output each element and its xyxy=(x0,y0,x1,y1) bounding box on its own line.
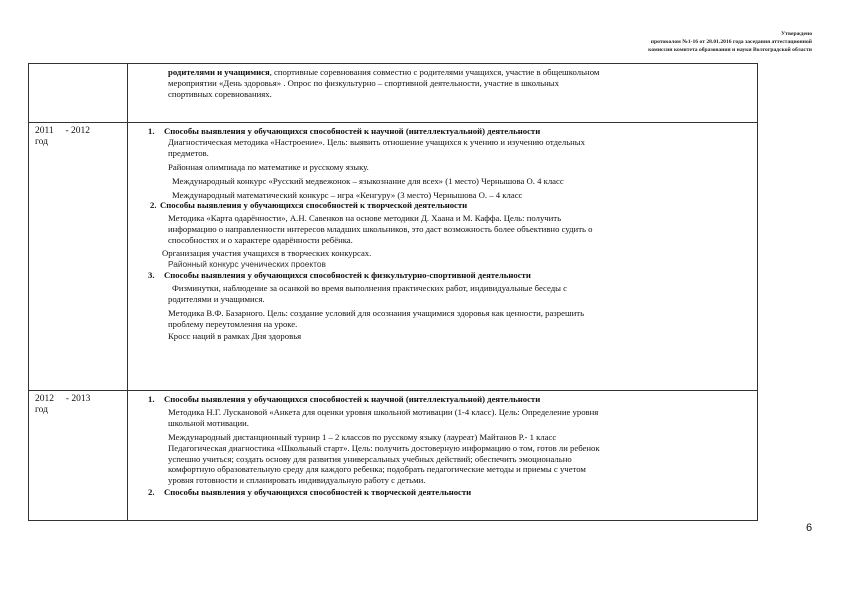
section-heading: 1. Способы выявления у обучающихся способностей к научной (интеллектуальной) деятельности xyxy=(148,394,541,404)
section-heading: 3. Способы выявления у обучающихся способностей к физкультурно-спортивной деятельности xyxy=(148,269,531,280)
text-line: Международный конкурс «Русский медвежонок – языкознание для всех» (1 место) Чернышова О. 4 класс xyxy=(172,175,564,186)
text-line: Физминутки, наблюдение за осанкой во время выполнения практических работ, индивидуальные беседы с xyxy=(172,282,568,293)
content-cell xyxy=(128,391,758,521)
content-cell xyxy=(128,123,758,391)
text-line xyxy=(128,67,757,78)
text-line: Педагогическая диагностика «Школьный старт». Цель: получить достоверную информацию о том, готов ли ребенок xyxy=(168,442,600,453)
year-suffix: год xyxy=(35,137,48,147)
text-line: успешно учиться; создать основу для развития универсальных учебных действий; обеспечить эмоционально xyxy=(168,453,572,464)
text-line: родителями и учащимися. xyxy=(168,293,265,304)
approval-header xyxy=(492,30,812,54)
text-rest: , спортивные соревнования совместно с родителями учащихся, участие в общешкольном xyxy=(269,67,600,77)
text-line: способностях и о характере одарённости ребёнка. xyxy=(168,235,353,246)
text-line: Международный дистанционный турнир 1 – 2 классов по русскому языку (лауреат) Майтанов Р.- 1 класс xyxy=(168,431,557,442)
text-line: спортивных соревнованиях. xyxy=(168,88,272,99)
year-cell xyxy=(29,391,128,521)
approval-line-3: комиссии комитета образования и науки Волгоградской области xyxy=(648,47,812,53)
section-heading: 1. Способы выявления у обучающихся способностей к научной (интеллектуальной) деятельности xyxy=(148,126,541,136)
year-cell xyxy=(29,64,128,123)
text-line: Диагностическая методика «Настроение». Цель: выявить отношение учащихся к учению и изучению отдельных xyxy=(168,136,585,147)
text-line: информацию о направленности интересов младших школьников, это даст возможность более объективно судить о xyxy=(168,224,593,235)
text-line: Кросс наций в рамках Дня здоровья xyxy=(168,331,302,342)
year-suffix: год xyxy=(35,405,48,415)
text-line: Методика Н.Г. Лускановой «Анкета для оценки уровня школьной мотивации (1-4 класс). Цель: Определение уровня xyxy=(168,406,599,417)
text-line: Районный конкурс ученических проектов xyxy=(168,258,326,269)
table-row xyxy=(29,123,758,391)
text-line: комфортную образовательную среду для каждого ребенка; подобрать педагогические методы и приемы с учетом xyxy=(168,464,586,475)
activity-table xyxy=(28,63,758,521)
text-line: Методика В.Ф. Базарного. Цель: создание условий для осознания учащимися здоровья как ценности, разрешить xyxy=(168,307,585,318)
text-line: проблему переутомления на уроке. xyxy=(168,318,298,329)
text-line: Международный математический конкурс – игра «Кенгуру» (3 место) Чернышова О. – 4 класс xyxy=(172,189,523,200)
section-heading: 2. Способы выявления у обучающихся способностей к творческой деятельности xyxy=(150,200,468,211)
approval-line-2: протоколом №1-16 от 28.01.2016 года заседания аттестационной xyxy=(650,39,812,45)
text-line: Районная олимпиада по математике и русскому языку. xyxy=(168,161,369,172)
year-range: 2012 - 2013 xyxy=(35,394,91,404)
text-line: уровня готовности и спланировать индивидуальную работу с детьми. xyxy=(168,475,426,486)
text-bold-lead: родителями и учащимися xyxy=(168,67,270,77)
year-range: 2011 - 2012 xyxy=(35,126,91,136)
page-number: 6 xyxy=(806,522,813,534)
text-line: Организация участия учащихся в творческих конкурсах. xyxy=(162,248,372,259)
table-row xyxy=(29,64,758,123)
table-row xyxy=(29,391,758,521)
year-cell xyxy=(29,123,128,391)
section-heading: 2. Способы выявления у обучающихся способностей к творческой деятельности xyxy=(148,487,472,498)
approval-line-1: Утверждено xyxy=(781,31,812,37)
content-cell xyxy=(128,64,758,123)
text-line: мероприятии «День здоровья» . Опрос по физкультурно – спортивной деятельности, участие в школьных xyxy=(168,77,559,88)
text-line: школьной мотивации. xyxy=(168,417,249,428)
text-line: Методика «Карта одарённости», А.Н. Савенков на основе методики Д. Хаана и М. Каффа. Цель: получить xyxy=(168,213,562,224)
text-line: предметов. xyxy=(168,147,209,158)
